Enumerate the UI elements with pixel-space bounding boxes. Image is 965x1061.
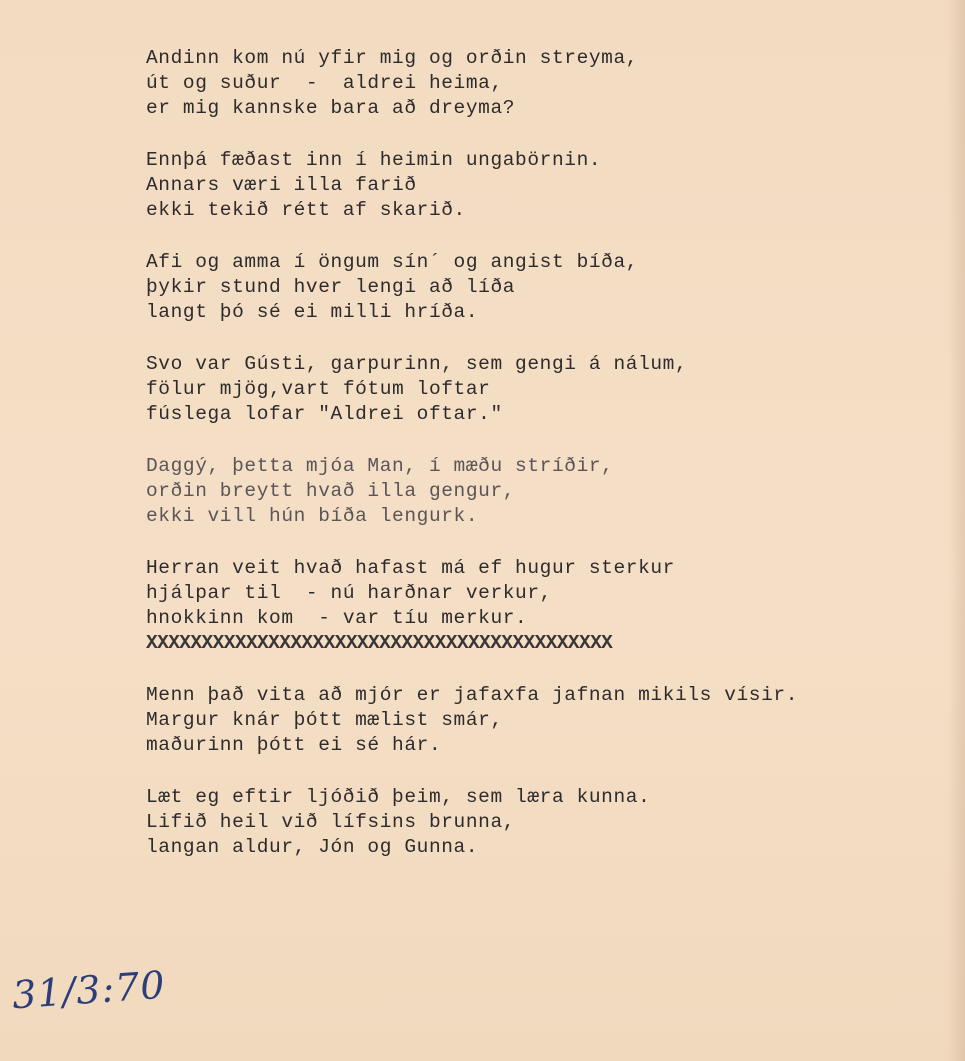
stanza-8 (146, 785, 946, 860)
poem-line: orðin breytt hvað illa gengur, (146, 480, 516, 502)
stanza-1 (146, 46, 946, 121)
poem-line: fölur mjög,vart fótum loftar (146, 378, 491, 400)
stanza-3 (146, 250, 946, 325)
page-edge-shadow (947, 0, 965, 1061)
stanza-6 (146, 556, 946, 656)
stanza-7 (146, 683, 946, 758)
stanza-4 (146, 352, 946, 427)
stanza-2 (146, 148, 946, 223)
poem-line: Ennþá fæðast inn í heimin ungabörnin. (146, 149, 602, 171)
poem-line: þykir stund hver lengi að líða (146, 276, 516, 298)
poem-line: langt þó sé ei milli hríða. (146, 301, 479, 323)
poem-line: Læt eg eftir ljóðið þeim, sem læra kunna. (146, 786, 651, 808)
poem (146, 46, 946, 887)
poem-line: Margur knár þótt mælist smár, (146, 709, 503, 731)
poem-line: ekki vill hún bíða lengurk. (146, 505, 479, 527)
stanza-5 (146, 454, 946, 529)
poem-line: hjálpar til - nú harðnar verkur, (146, 582, 552, 604)
poem-line: maðurinn þótt ei sé hár. (146, 734, 442, 756)
poem-line: er mig kannske bara að dreyma? (146, 97, 516, 119)
poem-line: út og suður - aldrei heima, (146, 72, 503, 94)
poem-line: Daggý, þetta mjóa Man, í mæðu stríðir, (146, 455, 614, 477)
poem-line: Herran veit hvað hafast má ef hugur sterkur (146, 557, 675, 579)
struck-out-line: XXXXXXXXXXXXXXXXXXXXXXXXXXXXXXXXXXXXXXXXXX (146, 632, 613, 654)
poem-line: fúslega lofar "Aldrei oftar." (146, 403, 503, 425)
poem-line: Menn það vita að mjór er jafaxfa jafnan mikils vísir. (146, 684, 799, 706)
poem-line: hnokkinn kom - var tíu merkur. (146, 607, 528, 629)
poem-line: langan aldur, Jón og Gunna. (146, 836, 479, 858)
poem-line: Afi og amma í öngum sín´ og angist bíða, (146, 251, 639, 273)
poem-line: Svo var Gústi, garpurinn, sem gengi á nálum, (146, 353, 688, 375)
poem-line: ekki tekið rétt af skarið. (146, 199, 466, 221)
poem-line: Lifið heil við lífsins brunna, (146, 811, 516, 833)
handwritten-date: 31/3:70 (10, 962, 167, 1018)
poem-line: Annars væri illa farið (146, 174, 417, 196)
poem-line: Andinn kom nú yfir mig og orðin streyma, (146, 47, 639, 69)
